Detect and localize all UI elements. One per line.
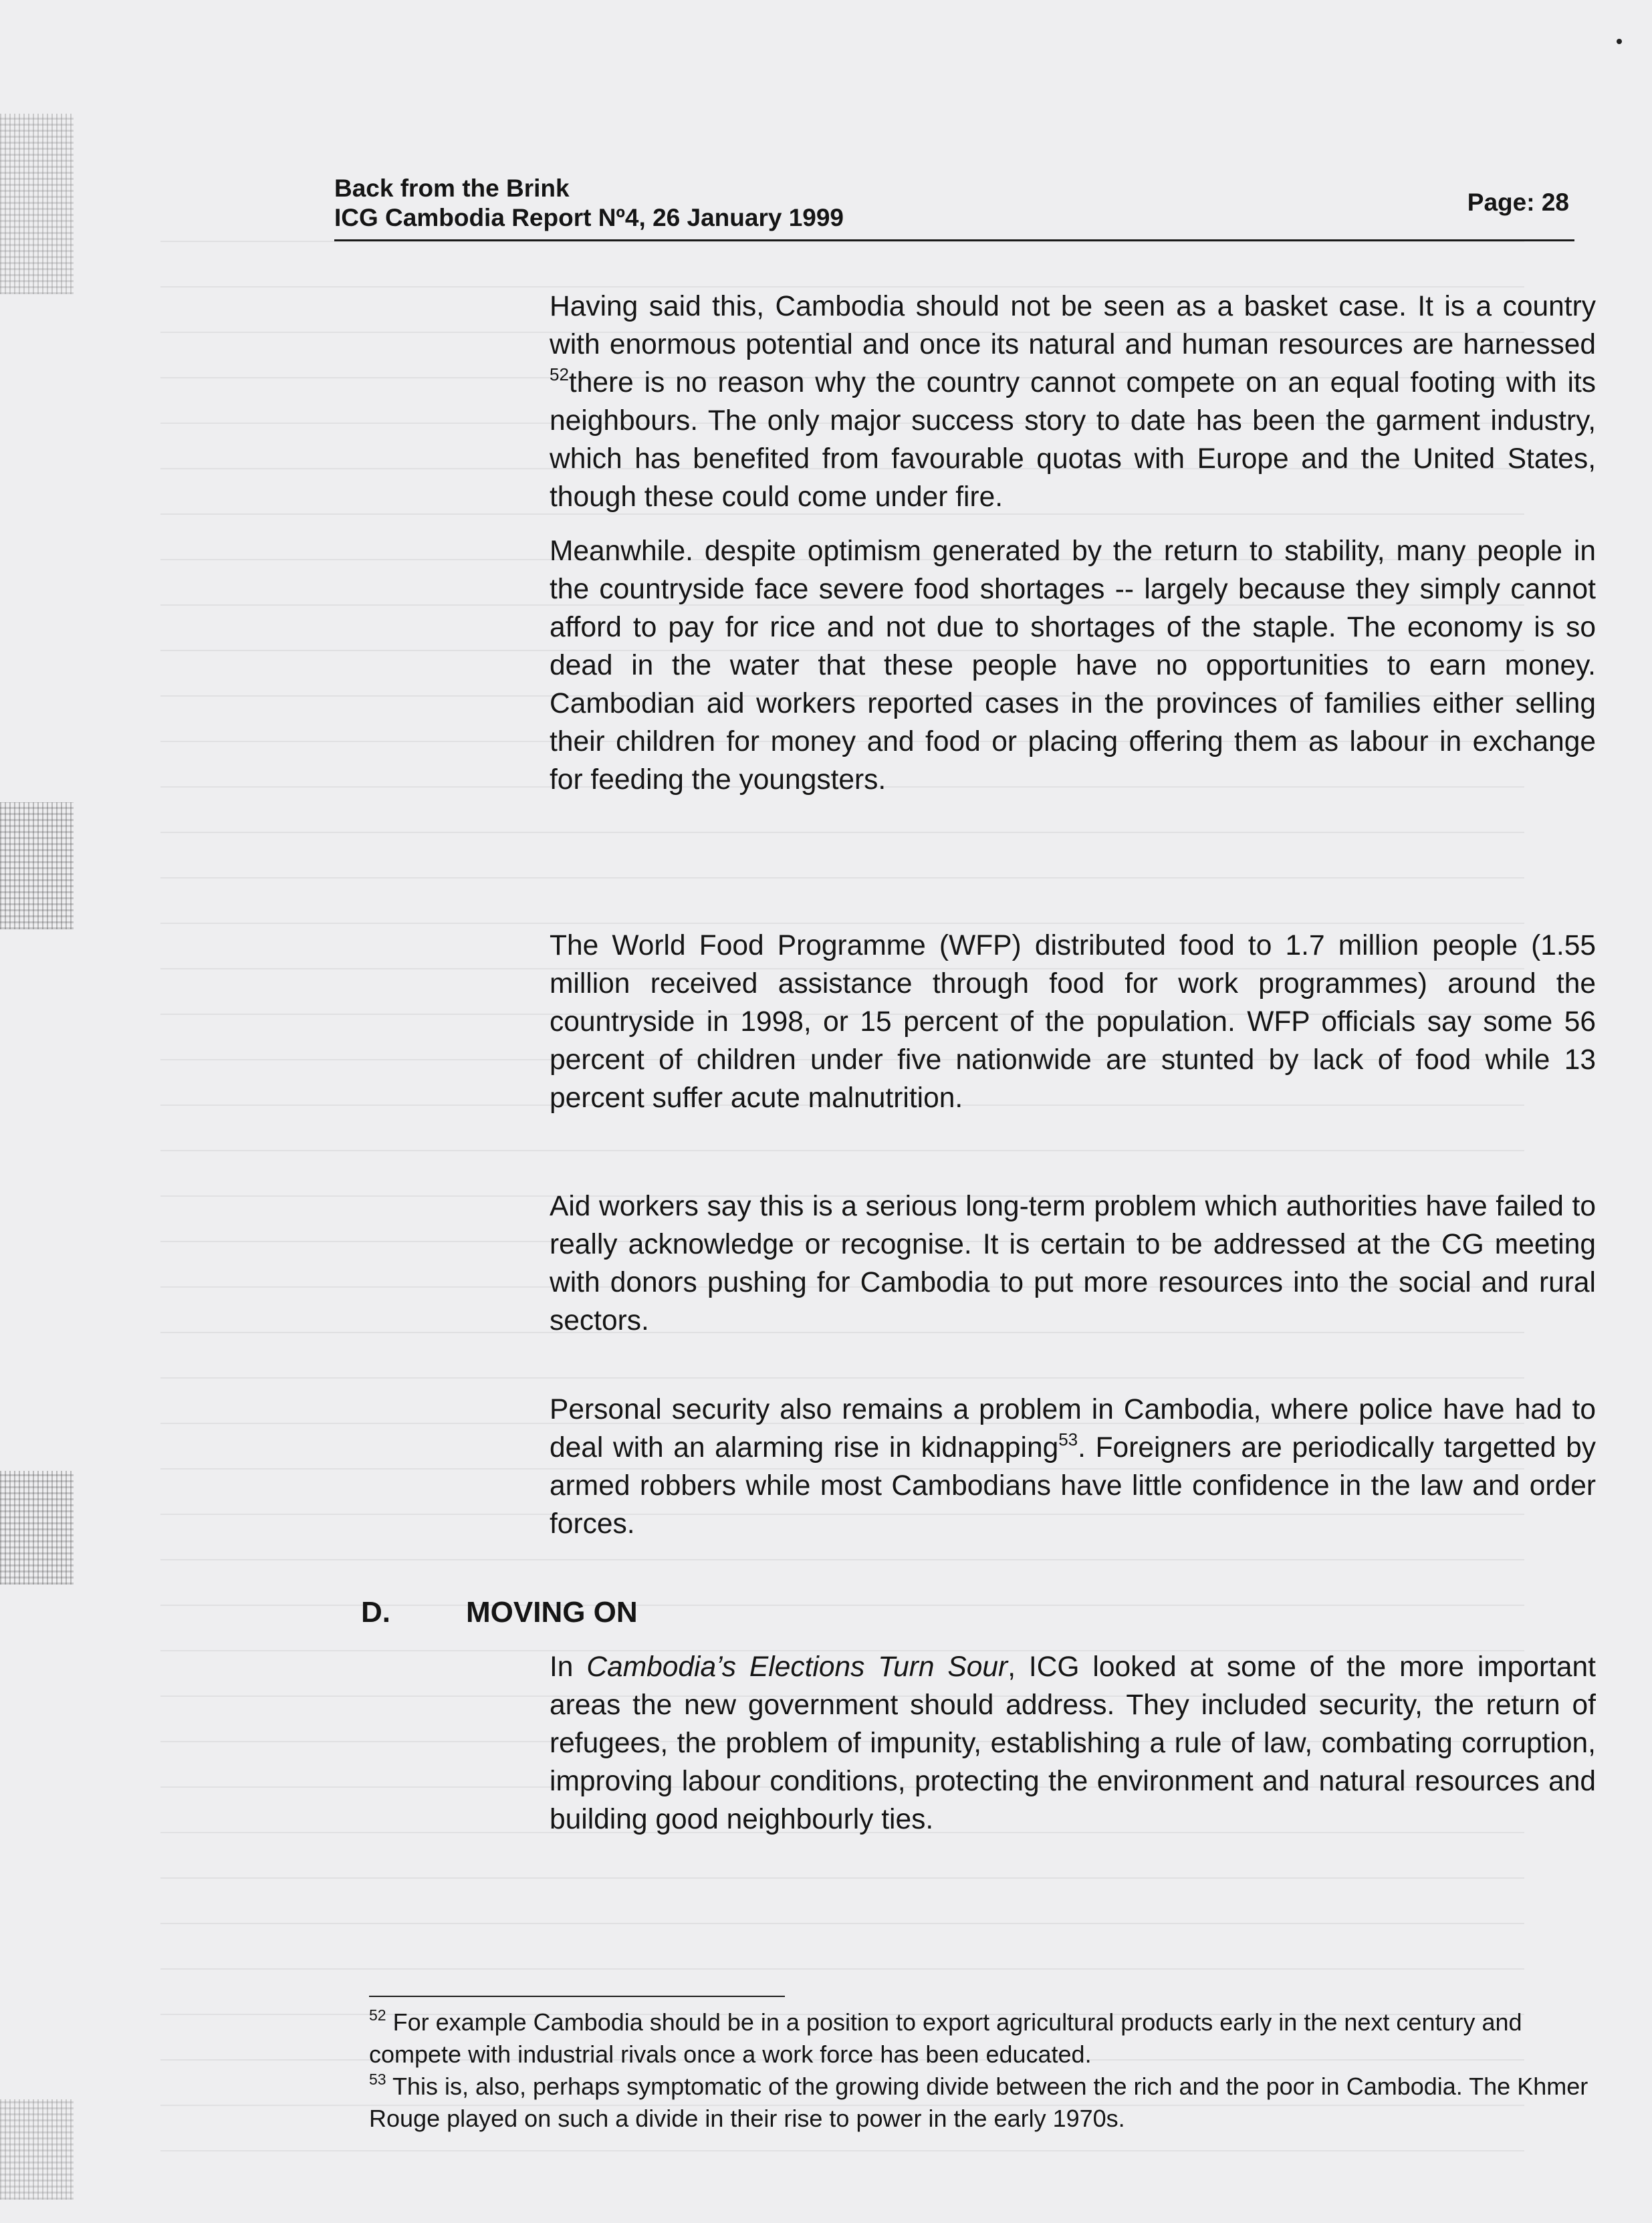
scan-noise bbox=[0, 2099, 74, 2200]
footnote-52 bbox=[369, 2006, 1606, 2071]
paragraph-personal-security bbox=[550, 1391, 1596, 1543]
section-title: MOVING ON bbox=[466, 1596, 638, 1629]
report-reference: ICG Cambodia Report Nº4, 26 January 1999 bbox=[334, 204, 844, 231]
footnote-number: 53 bbox=[369, 2071, 386, 2088]
report-title-italic: Cambodia’s Elections Turn Sour bbox=[586, 1651, 1008, 1683]
paragraph-aid-workers: Aid workers say this is a serious long-term problem which authorities have failed to really acknowledge or recognise. It is certain to be addressed at the CG meeting with donors pushing for Cambodia to put more resources into the social and rural sectors. bbox=[550, 1191, 1596, 1336]
paragraph-text: there is no reason why the country cannot compete on an equal footing with its neighbours. The only major success story to date has been the garment industry, which has benefited from favourable quotas with Europe and the United States, though these could come under fire. bbox=[550, 367, 1596, 513]
page-header bbox=[334, 172, 1574, 241]
paragraph-wfp: The World Food Programme (WFP) distributed food to 1.7 million people (1.55 million received assistance through food for work programmes) around the countryside in 1998, or 15 percent of the population. WFP officials say some 56 percent of children under five nationwide are stunted by lack of food while 13 percent suffer acute malnutrition. bbox=[550, 930, 1596, 1114]
footnote-number: 52 bbox=[369, 2006, 386, 2024]
scan-noise bbox=[0, 802, 74, 929]
document-title: Back from the Brink bbox=[334, 174, 570, 202]
scan-speck bbox=[1617, 39, 1622, 44]
footnote-rule bbox=[369, 1996, 785, 1997]
footnote-53 bbox=[369, 2071, 1606, 2135]
paragraph-text: In bbox=[550, 1651, 587, 1683]
footnote-ref-52: 52 bbox=[550, 364, 569, 384]
paragraph-text: Personal security also remains a problem in Cambodia, where police have had to deal with an alarming rise in kidnapping bbox=[550, 1394, 1596, 1464]
paragraph-text: . Foreigners are periodically targetted by armed robbers while most Cambodians have little confidence in the law and order forces. bbox=[550, 1432, 1596, 1540]
footnotes bbox=[369, 1996, 1606, 2135]
paragraph-text: , ICG looked at some of the more important areas the new government should address. They included security, the return of refugees, the problem of impunity, establishing a rule of law, combating corruption, improving labour conditions, protecting the environment and natural resources and building good neighbourly ties. bbox=[550, 1651, 1596, 1835]
section-letter: D. bbox=[361, 1596, 390, 1629]
footnote-ref-53: 53 bbox=[1058, 1429, 1078, 1449]
paragraph-moving-on bbox=[550, 1648, 1596, 1839]
paragraph-food-shortages: Meanwhile. despite optimism generated by the return to stability, many people in the countryside face severe food shortages -- largely because they simply cannot afford to pay for rice and not due to shortages of the staple. The economy is so dead in the water that these people have no opportunities to earn money. Cambodian aid workers reported cases in the provinces of families either selling their children for money and food or placing offering them as labour in exchange for feeding the youngsters. bbox=[550, 536, 1596, 796]
scan-noise bbox=[0, 114, 74, 294]
page-number: Page: 28 bbox=[1467, 189, 1569, 216]
paragraph-basket-case bbox=[550, 287, 1596, 516]
paragraph-text: Having said this, Cambodia should not be seen as a basket case. It is a country with enormous potential and once its natural and human resources are harnessed bbox=[550, 291, 1596, 360]
scan-noise bbox=[0, 1471, 74, 1585]
footnote-text: This is, also, perhaps symptomatic of the growing divide between the rich and the poor in Cambodia. The Khmer Rouge played on such a divide in their rise to power in the early 1970s. bbox=[369, 2073, 1588, 2132]
footnote-text: For example Cambodia should be in a position to export agricultural products early in the next century and compete with industrial rivals once a work force has been educated. bbox=[369, 2008, 1522, 2068]
